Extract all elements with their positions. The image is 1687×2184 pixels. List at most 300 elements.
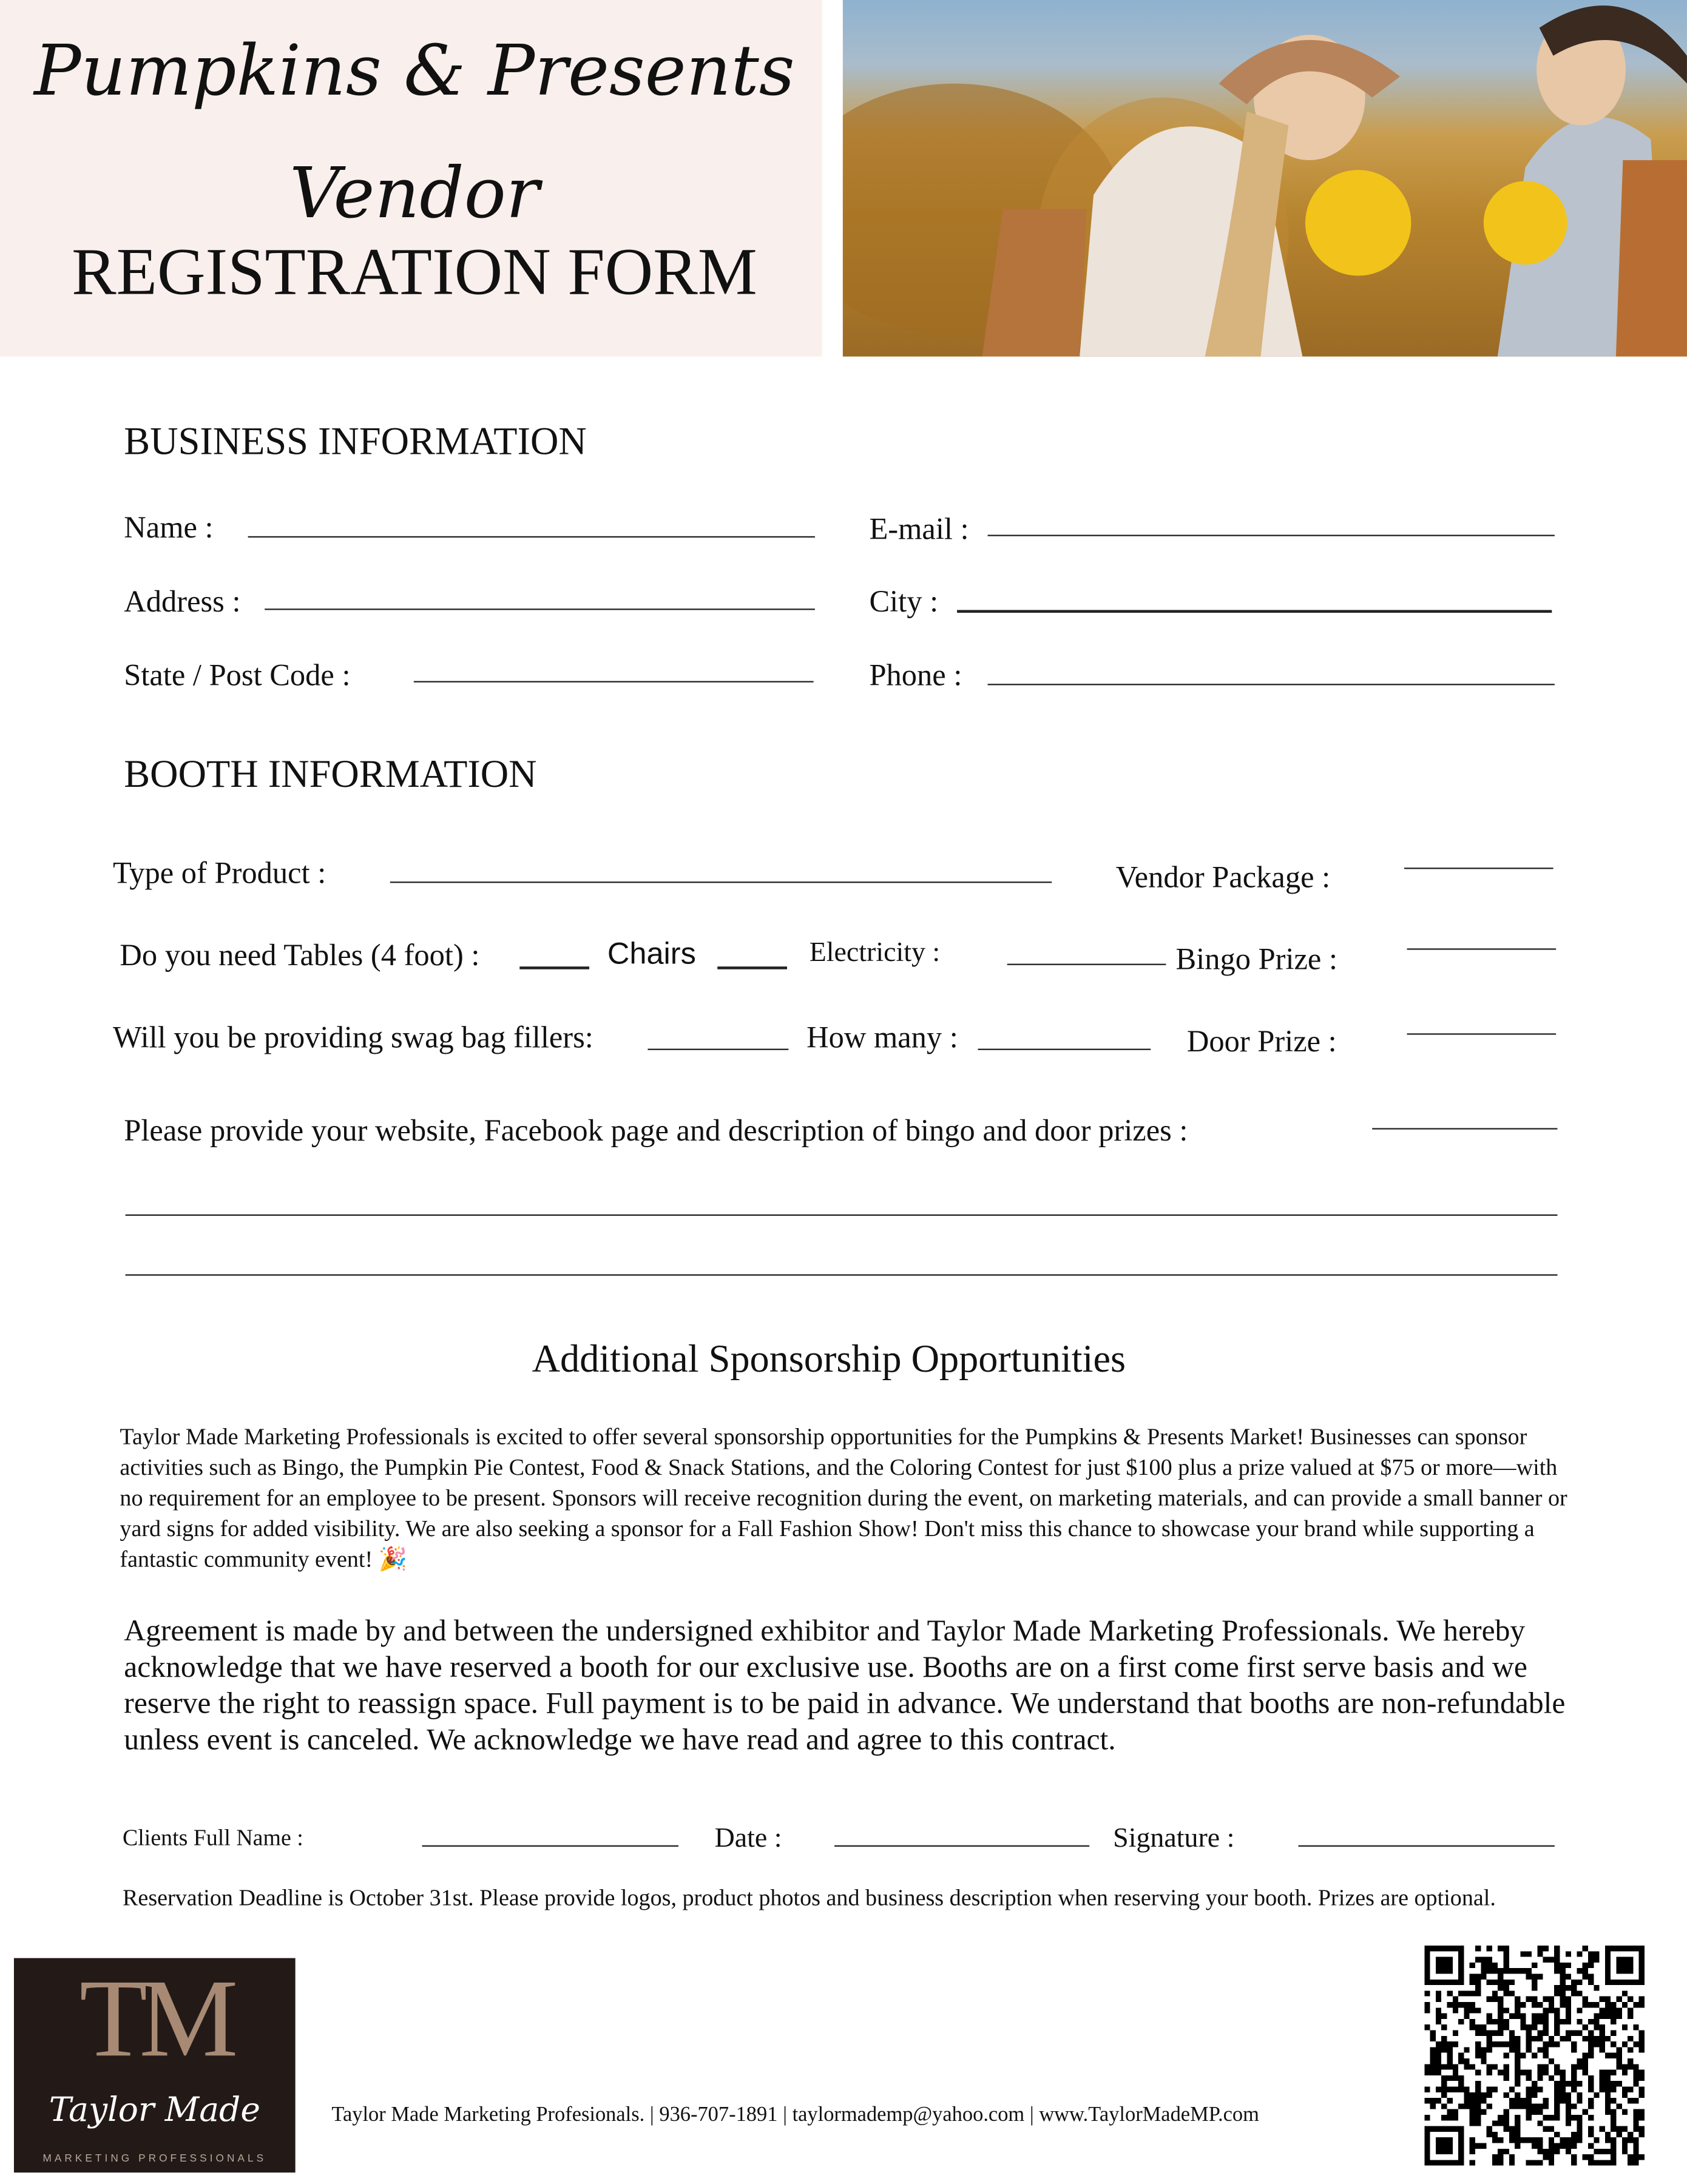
qr-module [1520,1951,1526,1956]
qr-module [1453,1997,1458,2002]
qr-module [1554,2086,1560,2092]
qr-module [1458,1973,1464,1979]
qr-module [1475,2047,1481,2052]
qr-module [1441,2143,1447,2148]
product-type-field[interactable] [390,881,1052,883]
qr-module [1554,2024,1560,2030]
phone-field[interactable] [988,684,1555,685]
qr-module [1537,2047,1543,2052]
qr-module [1583,2109,1588,2115]
qr-module [1594,2036,1599,2041]
qr-module [1628,1997,1633,2002]
qr-module [1549,2137,1554,2143]
qr-module [1537,2103,1543,2109]
qr-module [1470,2092,1475,2098]
qr-module [1628,2036,1633,2041]
qr-module [1600,2070,1605,2075]
event-title: Pumpkins & Presents [34,30,795,112]
qr-module [1424,2064,1430,2069]
qr-module [1503,1963,1509,1968]
qr-module [1594,1957,1599,1963]
qr-module [1622,2149,1628,2154]
signature-label: Signature : [1113,1822,1235,1854]
qr-module [1549,2126,1554,2132]
bingo-prize-field[interactable] [1407,948,1557,949]
qr-module [1509,2036,1515,2041]
qr-module [1520,2019,1526,2024]
qr-module [1554,2098,1560,2103]
qr-module [1532,2019,1537,2024]
qr-module [1475,2086,1481,2092]
qr-module [1447,2115,1452,2120]
qr-module [1594,2041,1599,2047]
electricity-label: Electricity : [809,937,941,968]
qr-module [1526,1973,1532,1979]
qr-module [1424,2132,1430,2137]
qr-module [1441,1963,1447,1968]
qr-module [1639,1980,1645,1985]
qr-module [1498,2154,1503,2160]
qr-module [1566,2030,1571,2035]
qr-module [1611,2014,1616,2019]
qr-module [1611,2160,1616,2165]
qr-module [1588,2098,1594,2103]
qr-module [1526,2024,1532,2030]
email-label: E-mail : [869,511,969,546]
qr-module [1549,1997,1554,2002]
qr-module [1498,1968,1503,1973]
qr-module [1537,2036,1543,2041]
qr-module [1475,2070,1481,2075]
qr-module [1509,2137,1515,2143]
qr-module [1543,2126,1549,2132]
qr-module [1503,1946,1509,1951]
qr-module [1622,1980,1628,1985]
qr-module [1458,2154,1464,2160]
qr-module [1464,2047,1469,2052]
qr-module [1503,2075,1509,2081]
qr-module [1503,1990,1509,1996]
qr-module [1611,2007,1616,2013]
qr-module [1532,2036,1537,2041]
qr-module [1520,2014,1526,2019]
qr-module [1611,2149,1616,2154]
qr-module [1633,2041,1638,2047]
qr-module [1566,2036,1571,2041]
qr-module [1633,2120,1638,2126]
qr-module [1566,2081,1571,2086]
qr-module [1532,1985,1537,1990]
qr-module [1492,1997,1498,2002]
qr-module [1560,1985,1565,1990]
qr-module [1622,1957,1628,1963]
qr-module [1436,1968,1441,1973]
name-field[interactable] [248,536,815,538]
qr-module [1554,1963,1560,1968]
qr-module [1594,2019,1599,2024]
qr-module [1616,2047,1621,2052]
qr-module [1583,1973,1588,1979]
qr-module [1554,2081,1560,2086]
qr-module [1588,2126,1594,2132]
qr-module [1639,2086,1645,2092]
qr-module [1560,2002,1565,2007]
qr-module [1447,2064,1452,2069]
email-field[interactable] [988,535,1555,536]
qr-module [1503,1968,1509,1973]
qr-module [1487,1980,1492,1985]
qr-module [1616,2103,1621,2109]
qr-module [1628,1980,1633,1985]
booth-info-heading: BOOTH INFORMATION [124,753,537,797]
description-line-2[interactable] [126,1274,1558,1275]
qr-module [1633,2160,1638,2165]
qr-module [1537,2019,1543,2024]
bingo-prize-label: Bingo Prize : [1175,941,1338,977]
qr-module [1498,2137,1503,2143]
tables-label: Do you need Tables (4 foot) : [120,937,480,972]
qr-module [1605,2149,1611,2154]
qr-module [1583,2070,1588,2075]
swag-bag-field[interactable] [647,1049,788,1050]
qr-module [1588,2143,1594,2148]
qr-module [1503,2092,1509,2098]
qr-module [1436,2143,1441,2148]
date-field[interactable] [834,1845,1089,1847]
qr-module [1481,2098,1486,2103]
qr-module [1560,2086,1565,2092]
qr-module [1464,2092,1469,2098]
qr-module [1532,2086,1537,2092]
qr-module [1441,2041,1447,2047]
qr-module [1543,2070,1549,2075]
qr-module [1628,2098,1633,2103]
qr-module [1492,2019,1498,2024]
qr-module [1481,2024,1486,2030]
qr-module [1543,2014,1549,2019]
qr-module [1441,2092,1447,2098]
qr-module [1498,1997,1503,2002]
qr-module [1503,2064,1509,2069]
qr-module [1503,1951,1509,1956]
qr-module [1475,1985,1481,1990]
qr-module [1441,2137,1447,2143]
qr-module [1475,1980,1481,1985]
qr-module [1639,2092,1645,2098]
qr-module [1487,2086,1492,2092]
qr-module [1543,2103,1549,2109]
qr-module [1554,2092,1560,2098]
qr-module [1622,2002,1628,2007]
qr-module [1515,2058,1520,2064]
qr-module [1453,2007,1458,2013]
qr-module [1577,2120,1582,2126]
qr-module [1594,2149,1599,2154]
qr-module [1470,1973,1475,1979]
qr-module [1616,2053,1621,2058]
qr-module [1639,2070,1645,2075]
qr-module [1600,2086,1605,2092]
qr-module [1441,1957,1447,1963]
qr-code[interactable] [1424,1946,1645,2166]
qr-module [1628,2086,1633,2092]
qr-module [1458,1968,1464,1973]
qr-module [1583,2036,1588,2041]
qr-module [1498,2007,1503,2013]
qr-module [1447,2041,1452,2047]
qr-module [1487,1957,1492,1963]
qr-module [1503,2024,1509,2030]
qr-module [1453,2160,1458,2165]
qr-module [1458,2053,1464,2058]
website-field[interactable] [1372,1128,1557,1129]
qr-module [1430,2070,1436,2075]
qr-module [1503,2070,1509,2075]
qr-module [1560,2098,1565,2103]
qr-module [1509,2047,1515,2052]
qr-module [1571,2041,1577,2047]
qr-module [1605,1946,1611,1951]
qr-module [1611,2053,1616,2058]
qr-module [1577,2030,1582,2035]
qr-module [1464,2014,1469,2019]
qr-module [1509,2014,1515,2019]
qr-module [1498,2041,1503,2047]
qr-module [1577,2092,1582,2098]
qr-module [1447,2137,1452,2143]
qr-module [1543,2019,1549,2024]
qr-module [1458,2075,1464,2081]
qr-module [1492,2120,1498,2126]
qr-module [1458,1946,1464,1951]
qr-module [1515,2036,1520,2041]
qr-module [1571,2086,1577,2092]
qr-module [1470,2149,1475,2154]
chairs-label: Chairs [607,935,696,971]
qr-module [1447,2160,1452,2165]
qr-module [1537,2086,1543,2092]
qr-module [1633,2143,1638,2148]
qr-module [1566,1997,1571,2002]
qr-module [1588,1980,1594,1985]
qr-module [1498,2019,1503,2024]
qr-module [1475,1946,1481,1951]
qr-module [1424,2086,1430,2092]
qr-module [1605,2053,1611,2058]
qr-module [1526,2036,1532,2041]
qr-module [1605,1951,1611,1956]
client-name-label: Clients Full Name : [123,1824,303,1851]
qr-module [1622,2064,1628,2069]
vendor-package-label: Vendor Package : [1115,859,1331,894]
qr-module [1543,2098,1549,2103]
qr-module [1611,2019,1616,2024]
qr-module [1622,2086,1628,2092]
qr-module [1633,1980,1638,1985]
qr-module [1447,2149,1452,2154]
qr-module [1475,2098,1481,2103]
address-field[interactable] [265,608,815,610]
qr-module [1583,2024,1588,2030]
qr-module [1520,2103,1526,2109]
qr-module [1447,1963,1452,1968]
qr-module [1430,1946,1436,1951]
qr-module [1509,1990,1515,1996]
client-name-field[interactable] [422,1845,678,1847]
qr-module [1560,1973,1565,1979]
qr-module [1436,2019,1441,2024]
qr-module [1560,1963,1565,1968]
qr-module [1594,2014,1599,2019]
qr-module [1571,2115,1577,2120]
qr-module [1430,2064,1436,2069]
qr-module [1577,1951,1582,1956]
qr-module [1605,2109,1611,2115]
qr-module [1464,2002,1469,2007]
how-many-field[interactable] [978,1049,1151,1050]
qr-module [1532,2053,1537,2058]
qr-module [1571,2064,1577,2069]
qr-module [1549,2154,1554,2160]
qr-module [1481,2092,1486,2098]
qr-module [1424,2098,1430,2103]
qr-module [1616,1946,1621,1951]
qr-module [1526,2041,1532,2047]
qr-module [1554,2019,1560,2024]
qr-module [1571,2047,1577,2052]
qr-module [1616,1957,1621,1963]
qr-module [1424,2160,1430,2165]
door-prize-field[interactable] [1407,1033,1557,1034]
qr-module [1611,1946,1616,1951]
qr-module [1566,2137,1571,2143]
qr-module [1566,1963,1571,1968]
qr-module [1600,2024,1605,2030]
qr-module [1543,2024,1549,2030]
qr-module [1436,2064,1441,2069]
qr-module [1458,2058,1464,2064]
qr-module [1594,2002,1599,2007]
qr-module [1594,2160,1599,2165]
qr-module [1611,2002,1616,2007]
qr-module [1526,2137,1532,2143]
qr-module [1520,2002,1526,2007]
qr-module [1594,2137,1599,2143]
how-many-label: How many : [806,1019,958,1054]
qr-module [1639,2047,1645,2052]
qr-module [1475,2024,1481,2030]
qr-module [1628,2058,1633,2064]
chairs-field[interactable] [717,966,787,969]
qr-module [1549,2036,1554,2041]
qr-module [1639,1963,1645,1968]
qr-module [1430,2036,1436,2041]
qr-module [1577,2126,1582,2132]
qr-module [1560,2019,1565,2024]
qr-module [1605,2070,1611,2075]
qr-module [1622,2070,1628,2075]
qr-module [1475,2120,1481,2126]
qr-module [1633,2137,1638,2143]
qr-module [1526,2030,1532,2035]
qr-module [1515,2092,1520,2098]
qr-module [1515,2047,1520,2052]
qr-module [1537,1973,1543,1979]
qr-module [1481,2143,1486,2148]
city-field[interactable] [957,610,1552,613]
qr-module [1498,1980,1503,1985]
qr-module [1543,1946,1549,1951]
qr-module [1611,1980,1616,1985]
vendor-package-field[interactable] [1404,868,1553,869]
qr-module [1453,2075,1458,2081]
qr-module [1424,2126,1430,2132]
qr-module [1503,2007,1509,2013]
qr-module [1520,2137,1526,2143]
door-prize-label: Door Prize : [1186,1023,1337,1059]
qr-module [1549,2075,1554,2081]
qr-module [1464,2007,1469,2013]
qr-module [1515,2014,1520,2019]
qr-module [1498,2070,1503,2075]
tables-field[interactable] [519,966,589,969]
electricity-field[interactable] [1007,964,1166,965]
qr-module [1526,2070,1532,2075]
qr-module [1537,2137,1543,2143]
qr-module [1537,2109,1543,2115]
qr-module [1566,2002,1571,2007]
qr-module [1487,2064,1492,2069]
qr-module [1458,2019,1464,2024]
qr-module [1470,2098,1475,2103]
taylor-made-logo [14,1958,296,2173]
sponsorship-heading: Additional Sponsorship Opportunities [532,1338,1126,1382]
qr-module [1571,2137,1577,2143]
qr-module [1633,2126,1638,2132]
qr-module [1633,2075,1638,2081]
qr-module [1481,2030,1486,2035]
qr-module [1424,2070,1430,2075]
state-postcode-field[interactable] [414,681,814,682]
qr-module [1628,2007,1633,2013]
qr-module [1532,2014,1537,2019]
qr-module [1532,2137,1537,2143]
qr-module [1566,2014,1571,2019]
qr-module [1532,1973,1537,1979]
description-line-1[interactable] [126,1215,1558,1216]
qr-module [1453,2126,1458,2132]
qr-module [1639,2132,1645,2137]
qr-module [1475,1990,1481,1996]
qr-module [1605,2160,1611,2165]
phone-label: Phone : [869,657,962,692]
qr-module [1611,2120,1616,2126]
qr-module [1498,1985,1503,1990]
qr-module [1543,2149,1549,2154]
qr-module [1554,2109,1560,2115]
qr-module [1616,2007,1621,2013]
qr-module [1577,2081,1582,2086]
qr-module [1509,2132,1515,2137]
qr-module [1566,2103,1571,2109]
qr-module [1458,1980,1464,1985]
qr-module [1481,2053,1486,2058]
signature-field[interactable] [1298,1845,1554,1847]
qr-module [1622,2041,1628,2047]
qr-module [1441,2086,1447,2092]
qr-module [1537,1951,1543,1956]
qr-module [1492,1990,1498,1996]
